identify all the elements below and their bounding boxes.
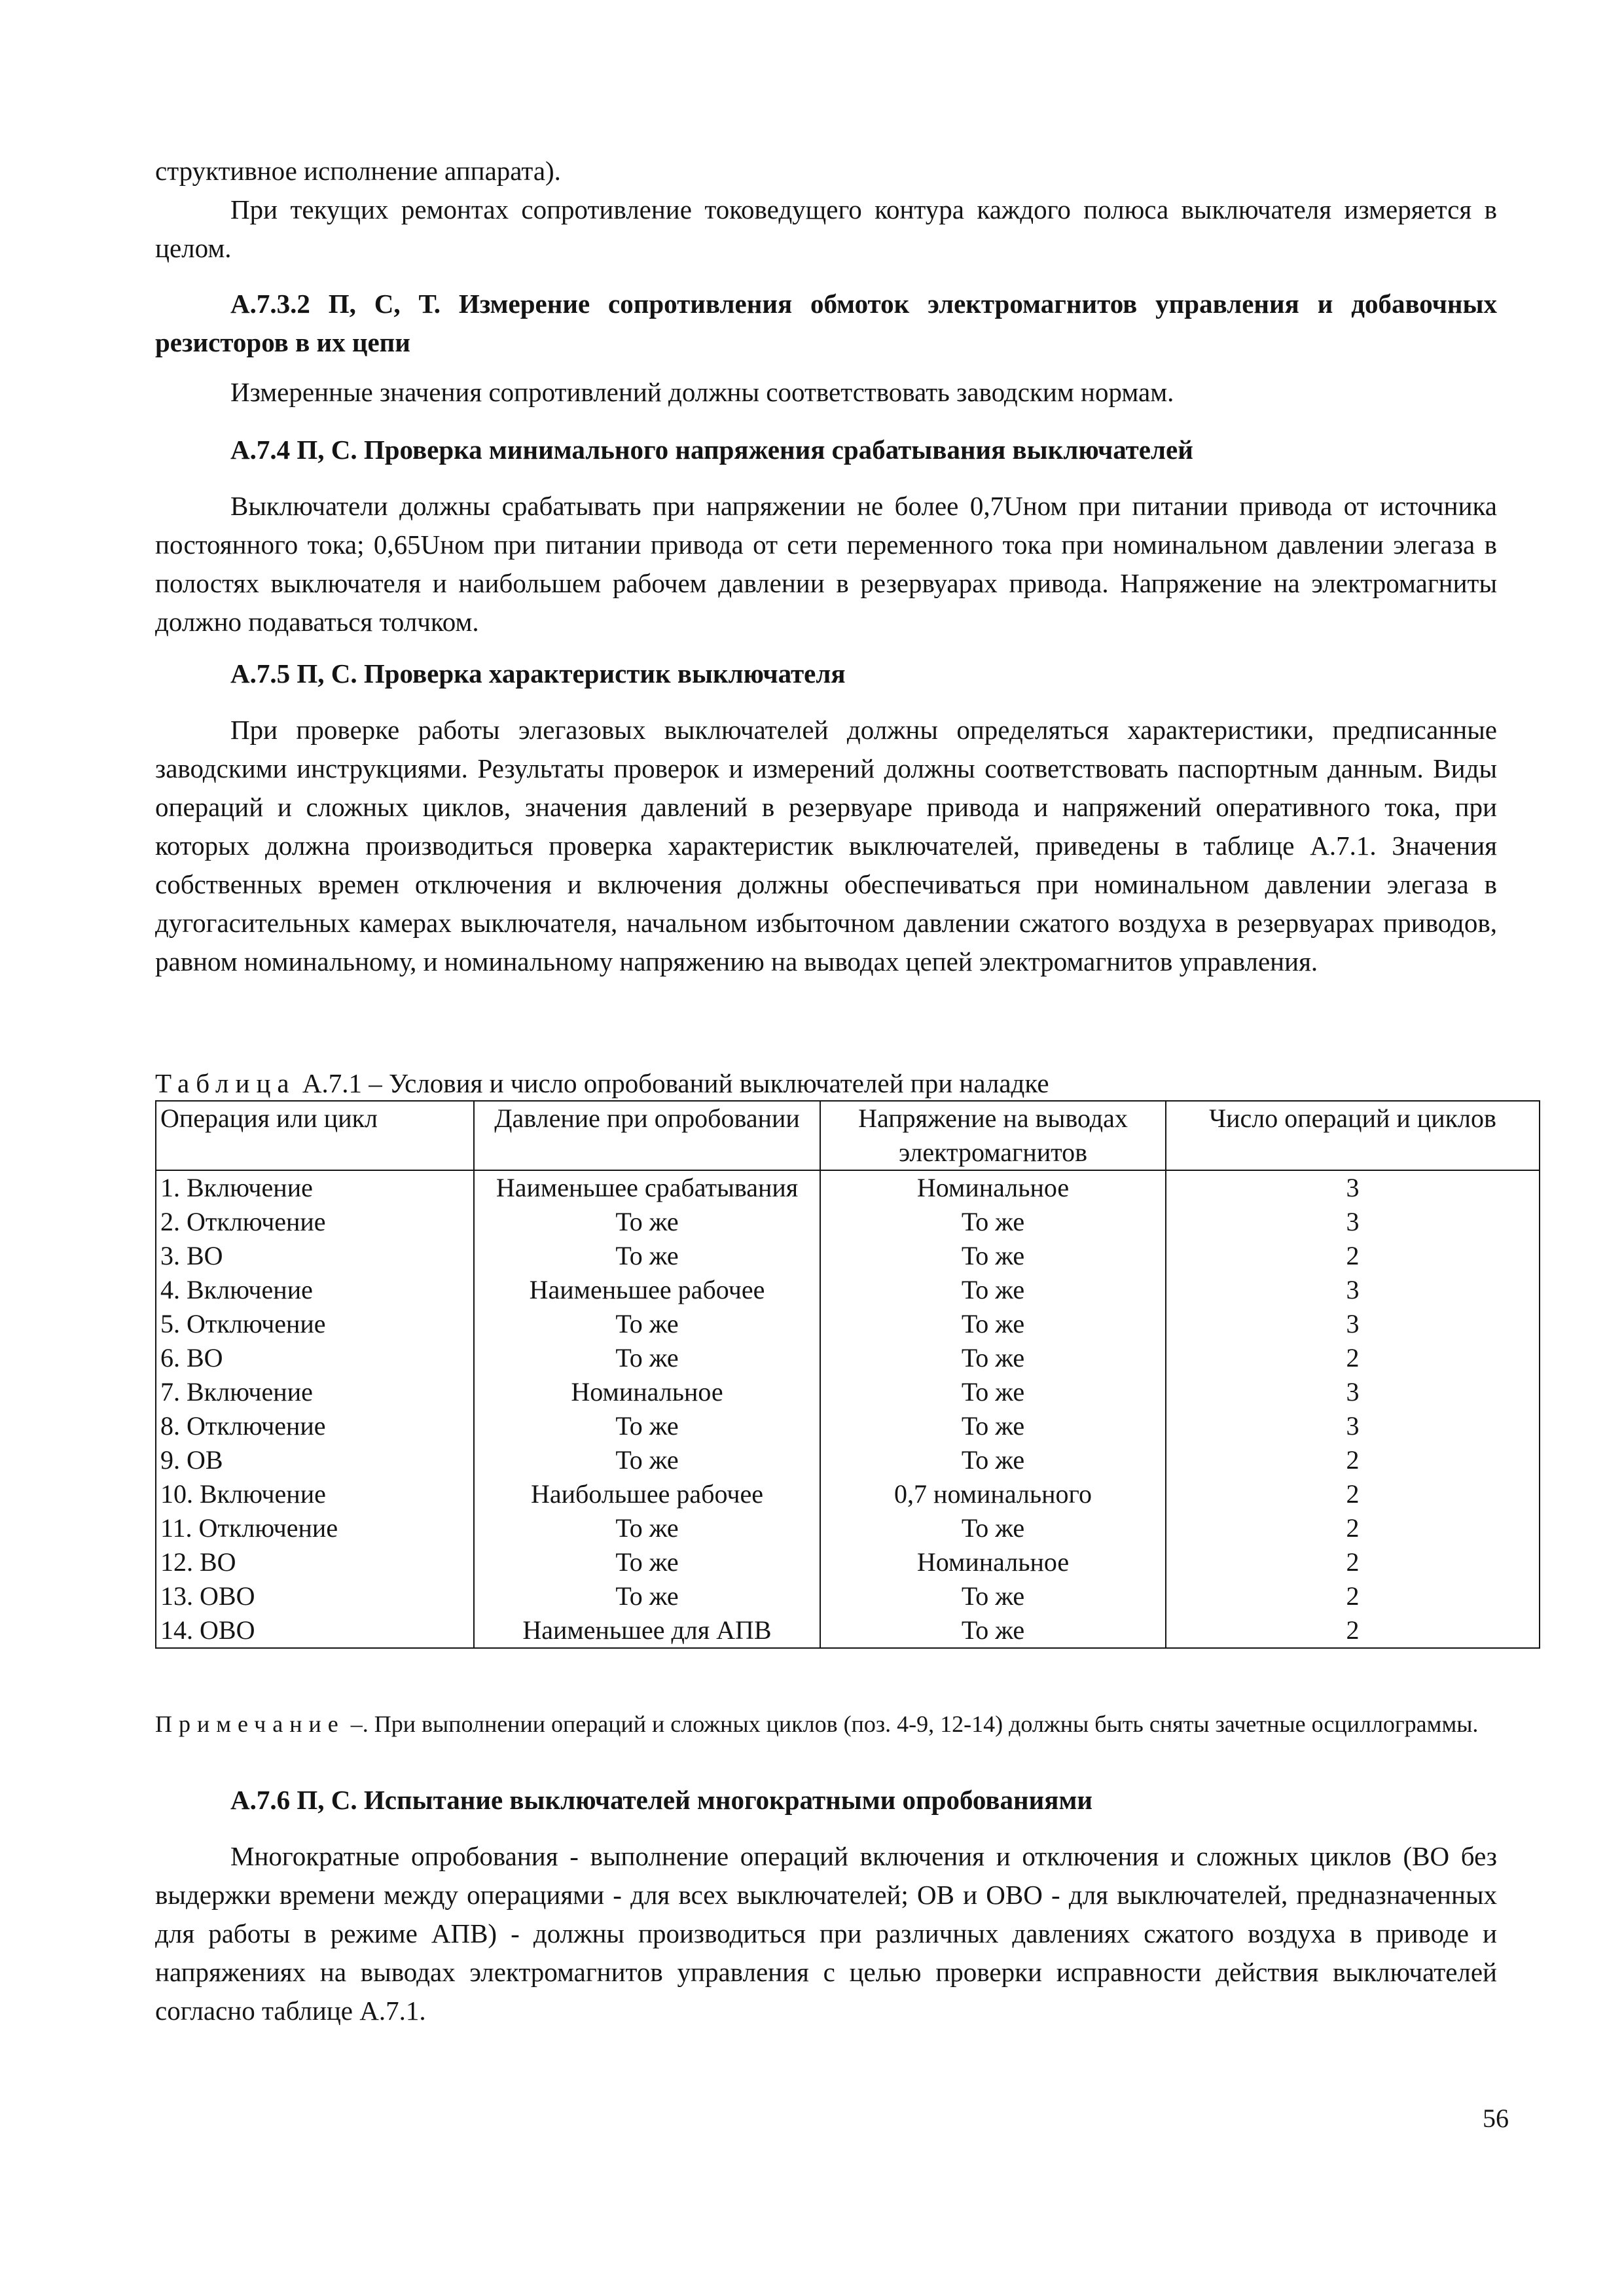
cell-operation: 8. Отключение <box>156 1409 474 1443</box>
cell-pressure: То же <box>474 1307 820 1341</box>
paragraph-continuation: структивное исполнение аппарата). <box>155 156 561 186</box>
cell-pressure: То же <box>474 1341 820 1375</box>
page-number: 56 <box>1483 2104 1509 2133</box>
table-caption-text: А.7.1 – Условия и число опробований выключателей при наладке <box>295 1068 1049 1098</box>
table-row <box>156 1273 1540 1307</box>
cell-operation: 12. ВО <box>156 1545 474 1579</box>
table-note <box>155 1710 1497 1738</box>
cell-pressure: То же <box>474 1579 820 1613</box>
header-count: Число операций и циклов <box>1166 1101 1540 1170</box>
cell-count: 2 <box>1166 1477 1540 1511</box>
header-pressure: Давление при опробовании <box>474 1101 820 1170</box>
cell-voltage: То же <box>820 1613 1166 1648</box>
header-voltage: Напряжение на выводах электромагнитов <box>820 1101 1166 1170</box>
paragraph-minimum-voltage: Выключатели должны срабатывать при напряжении не более 0,7Uном при питании привода от источника постоянного тока; 0,65Uном при питании привода от сети переменного тока при номинальном давлении элегаза в полостях выключателя и наибольшем рабочем давлении в резервуарах привода. Напряжение на электромагниты должно подаваться толчком. <box>155 491 1497 637</box>
table-row <box>156 1307 1540 1341</box>
cell-operation: 5. Отключение <box>156 1307 474 1341</box>
cell-operation: 4. Включение <box>156 1273 474 1307</box>
table-caption-label: Таблица <box>155 1068 296 1098</box>
cell-operation: 3. ВО <box>156 1239 474 1273</box>
paragraph-resistance-values: Измеренные значения сопротивлений должны соответствовать заводским нормам. <box>230 377 1174 407</box>
table-row <box>156 1579 1540 1613</box>
cell-count: 2 <box>1166 1341 1540 1375</box>
paragraph-multiple-tests: Многократные опробования - выполнение операций включения и отключения и сложных циклов (ВО без выдержки времени между операциями - для всех выключателей; ОВ и ОВО - для выключателей, предназначенных для работы в режиме АПВ) - должны производиться при различных давлениях сжатого воздуха в приводе и напряжениях на выводах электромагнитов управления с целью проверки исправности действия выключателей согласно таблице А.7.1. <box>155 1841 1497 2026</box>
cell-count: 2 <box>1166 1579 1540 1613</box>
cell-pressure: То же <box>474 1205 820 1239</box>
table-row <box>156 1443 1540 1477</box>
cell-operation: 6. ВО <box>156 1341 474 1375</box>
cell-voltage: То же <box>820 1205 1166 1239</box>
cell-operation: 1. Включение <box>156 1170 474 1205</box>
cell-operation: 11. Отключение <box>156 1511 474 1545</box>
cell-count: 3 <box>1166 1409 1540 1443</box>
table-row <box>156 1511 1540 1545</box>
cell-voltage: То же <box>820 1341 1166 1375</box>
heading-a-7-4: А.7.4 П, С. Проверка минимального напряжения срабатывания выключателей <box>230 435 1193 465</box>
cell-voltage: То же <box>820 1409 1166 1443</box>
cell-operation: 2. Отключение <box>156 1205 474 1239</box>
table-row <box>156 1545 1540 1579</box>
cell-voltage: То же <box>820 1307 1166 1341</box>
cell-count: 3 <box>1166 1375 1540 1409</box>
cell-operation: 14. ОВО <box>156 1613 474 1648</box>
cell-count: 3 <box>1166 1170 1540 1205</box>
cell-pressure: Наименьшее для АПВ <box>474 1613 820 1648</box>
table-row <box>156 1477 1540 1511</box>
cell-count: 2 <box>1166 1443 1540 1477</box>
table-note-text: –. При выполнении операций и сложных циклов (поз. 4-9, 12-14) должны быть сняты зачетные осциллограммы. <box>344 1711 1479 1737</box>
table-row <box>156 1613 1540 1648</box>
cell-count: 3 <box>1166 1205 1540 1239</box>
cell-voltage: То же <box>820 1273 1166 1307</box>
cell-count: 2 <box>1166 1613 1540 1648</box>
cell-count: 3 <box>1166 1273 1540 1307</box>
heading-a-7-5: А.7.5 П, С. Проверка характеристик выключателя <box>230 658 846 689</box>
cell-voltage: То же <box>820 1239 1166 1273</box>
cell-count: 2 <box>1166 1239 1540 1273</box>
cell-voltage: То же <box>820 1579 1166 1613</box>
cell-pressure: Наименьшее рабочее <box>474 1273 820 1307</box>
cell-count: 3 <box>1166 1307 1540 1341</box>
paragraph-resistance-measurement: При текущих ремонтах сопротивление токоведущего контура каждого полюса выключателя измеряется в целом. <box>155 194 1497 263</box>
cell-count: 2 <box>1166 1545 1540 1579</box>
cell-voltage: Номинальное <box>820 1170 1166 1205</box>
table-row <box>156 1375 1540 1409</box>
cell-pressure: Номинальное <box>474 1375 820 1409</box>
paragraph-breaker-characteristics: При проверке работы элегазовых выключателей должны определяться характеристики, предписанные заводскими инструкциями. Результаты проверок и измерений должны соответствовать паспортным данным. Виды операций и сложных циклов, значения давлений в резервуаре привода и напряжений оперативного тока, при которых должна производиться проверка характеристик выключателей, приведены в таблице А.7.1. Значения собственных времен отключения и включения должны обеспечиваться при номинальном давлении элегаза в дугогасительных камерах выключателя, начальном избыточном давлении сжатого воздуха в резервуарах приводов, равном номинальному, и номинальному напряжению на выводах цепей электромагнитов управления. <box>155 715 1497 977</box>
header-operation: Операция или цикл <box>156 1101 474 1170</box>
cell-voltage: 0,7 номинального <box>820 1477 1166 1511</box>
heading-a-7-3-2: А.7.3.2 П, С, Т. Измерение сопротивления обмоток электромагнитов управления и добавочных резисторов в их цепи <box>155 289 1497 357</box>
cell-voltage: То же <box>820 1375 1166 1409</box>
cell-operation: 10. Включение <box>156 1477 474 1511</box>
cell-count: 2 <box>1166 1511 1540 1545</box>
cell-operation: 7. Включение <box>156 1375 474 1409</box>
cell-pressure: То же <box>474 1545 820 1579</box>
cell-voltage: Номинальное <box>820 1545 1166 1579</box>
cell-voltage: То же <box>820 1511 1166 1545</box>
cell-pressure: То же <box>474 1511 820 1545</box>
cell-pressure: То же <box>474 1409 820 1443</box>
table-row <box>156 1170 1540 1205</box>
cell-pressure: Наибольшее рабочее <box>474 1477 820 1511</box>
cell-operation: 13. ОВО <box>156 1579 474 1613</box>
cell-operation: 9. ОВ <box>156 1443 474 1477</box>
tests-table <box>155 1100 1540 1649</box>
table-header-row <box>156 1101 1540 1170</box>
table-row <box>156 1239 1540 1273</box>
cell-pressure: Наименьшее срабатывания <box>474 1170 820 1205</box>
table-caption <box>155 1067 1497 1100</box>
table-note-label: Примечание <box>155 1711 345 1737</box>
table-row <box>156 1341 1540 1375</box>
table-row <box>156 1409 1540 1443</box>
heading-a-7-6: А.7.6 П, С. Испытание выключателей многократными опробованиями <box>230 1785 1093 1815</box>
cell-pressure: То же <box>474 1443 820 1477</box>
table-row <box>156 1205 1540 1239</box>
cell-pressure: То же <box>474 1239 820 1273</box>
cell-voltage: То же <box>820 1443 1166 1477</box>
